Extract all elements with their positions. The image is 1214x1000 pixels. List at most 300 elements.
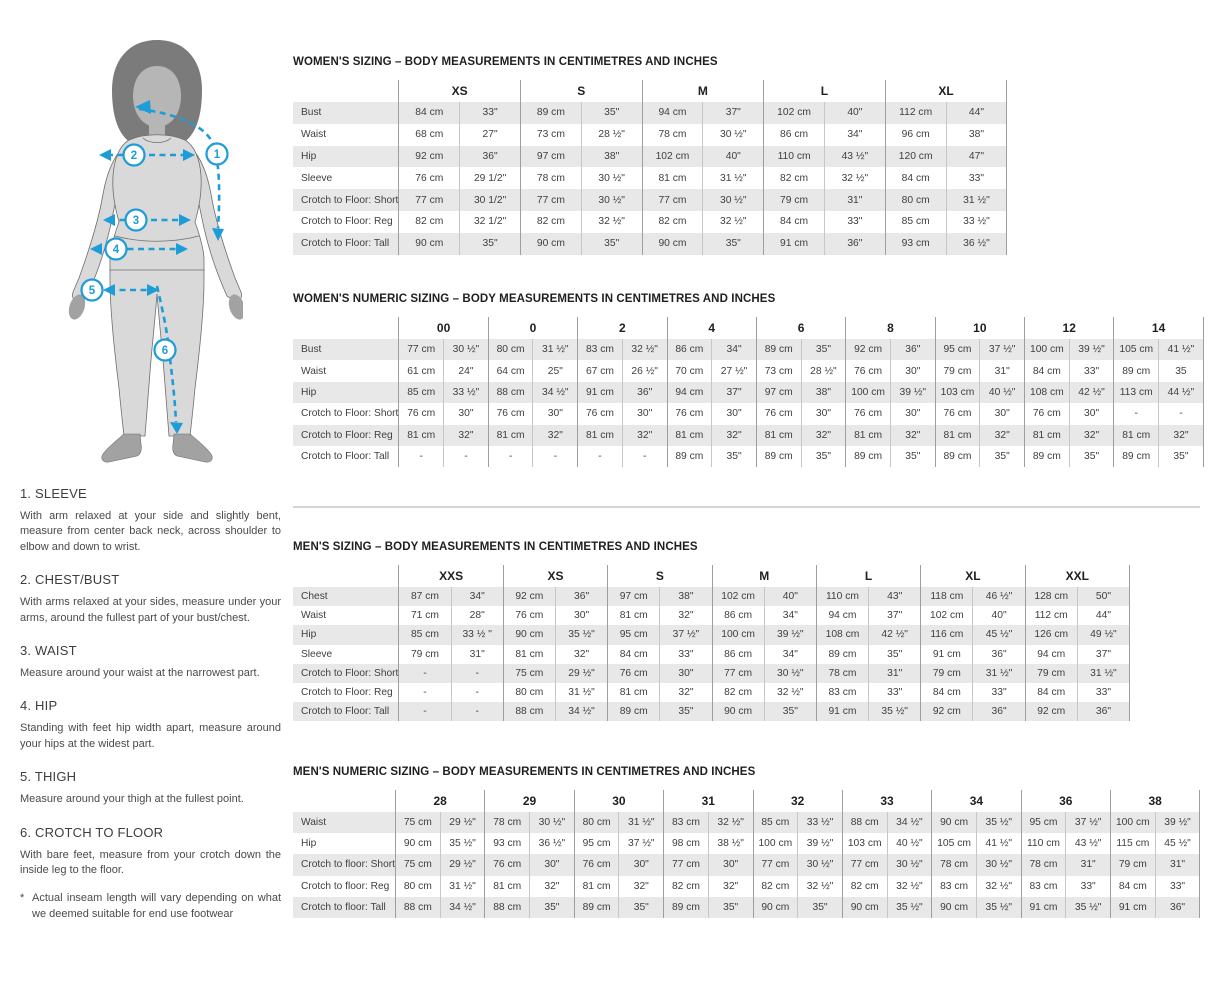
figure-face [133, 66, 181, 127]
inch-value: 38" [660, 587, 712, 606]
cm-value: 105 cm [932, 833, 977, 854]
inch-value: - [622, 446, 667, 467]
cm-value: 128 cm [1025, 587, 1077, 606]
cm-value: 92 cm [921, 702, 973, 721]
cm-value: 76 cm [574, 854, 619, 875]
cm-value: 94 cm [1025, 645, 1077, 664]
inch-value: 30" [1069, 403, 1114, 424]
inch-value: 35" [619, 897, 664, 918]
inch-value: 32 1/2" [460, 211, 521, 233]
cm-value: 84 cm [399, 102, 460, 124]
definition-text: Standing with feet hip width apart, measure around your hips at the widest part. [20, 722, 281, 750]
inch-value: 34" [764, 606, 816, 625]
cm-value: 79 cm [764, 189, 825, 211]
cm-value: 76 cm [399, 403, 444, 424]
body-measurement-figure [57, 30, 243, 466]
cm-value: 76 cm [608, 664, 660, 683]
definition-crotch-to-floor [20, 825, 281, 879]
inch-value: 32 ½" [764, 683, 816, 702]
marker-6-label: 6 [161, 345, 169, 358]
inch-value: 30 1/2" [460, 189, 521, 211]
cm-value: 81 cm [608, 683, 660, 702]
cm-value: 61 cm [399, 360, 444, 381]
cm-value: 88 cm [488, 382, 533, 403]
cm-value: 92 cm [1025, 702, 1077, 721]
cm-value: 113 cm [1114, 382, 1159, 403]
measurement-row [293, 446, 1203, 467]
cm-value: 82 cm [753, 876, 798, 897]
inch-value: 33" [946, 167, 1007, 189]
size-column-header: 2 [578, 317, 667, 339]
cm-value: 90 cm [642, 233, 703, 255]
cm-value: 78 cm [520, 167, 581, 189]
inch-value: 35" [530, 897, 575, 918]
inch-value: 35" [660, 702, 712, 721]
cm-value: 89 cm [1114, 446, 1159, 467]
inch-value: 38" [946, 124, 1007, 146]
inch-value: 35" [703, 233, 764, 255]
size-column-header: 31 [664, 790, 753, 812]
definition-text: With bare feet, measure from your crotch down the inside leg to the floor. [20, 848, 281, 876]
inch-value: 29 1/2" [460, 167, 521, 189]
inch-value: 35 ½" [976, 897, 1021, 918]
cm-value: 76 cm [503, 606, 555, 625]
inch-value: 31" [1066, 854, 1111, 875]
inch-value: 30" [890, 360, 935, 381]
marker-2-label: 2 [130, 150, 138, 163]
cm-value: 85 cm [399, 382, 444, 403]
inch-value: 35" [1159, 446, 1204, 467]
size-header-row [293, 317, 1203, 339]
cm-value: 105 cm [1114, 339, 1159, 360]
measurement-label: Crotch to Floor: Tall [301, 706, 390, 718]
definition-chest-bust [20, 572, 281, 626]
measurement-label: Waist [301, 129, 327, 141]
size-column-header: 33 [842, 790, 931, 812]
inch-value: 31 ½" [555, 683, 607, 702]
inch-value: 35" [581, 102, 642, 124]
cm-value: 89 cm [756, 446, 801, 467]
cm-value: 80 cm [488, 339, 533, 360]
inch-value: 40" [764, 587, 816, 606]
inch-value: - [451, 702, 503, 721]
cm-value: 102 cm [764, 102, 825, 124]
footnote-asterisk: * [20, 892, 25, 905]
cm-value: - [1114, 403, 1159, 424]
inch-value: 37" [712, 382, 757, 403]
inch-value: 30 ½" [444, 339, 489, 360]
cm-value: 91 cm [816, 702, 868, 721]
inch-value: 32" [712, 425, 757, 446]
cm-value: 83 cm [578, 339, 623, 360]
inch-value: 28 ½" [801, 360, 846, 381]
thigh-arrowhead-left [103, 284, 115, 296]
measurement-label: Crotch to Floor: Short [301, 194, 399, 206]
inch-value: 30" [619, 854, 664, 875]
inch-value: 36" [1155, 897, 1200, 918]
inch-value: 44" [1077, 606, 1129, 625]
cm-value: 82 cm [712, 683, 764, 702]
inch-value: 34" [764, 645, 816, 664]
inch-value: 31 ½" [946, 189, 1007, 211]
definition-heading: 1. SLEEVE [20, 486, 87, 501]
cm-value: 100 cm [1111, 812, 1156, 833]
measurement-row [293, 664, 1130, 683]
cm-value: 78 cm [932, 854, 977, 875]
cm-value: - [399, 446, 444, 467]
inch-value: 35" [581, 233, 642, 255]
size-column-header: L [764, 80, 886, 102]
inch-value: 39 ½" [798, 833, 843, 854]
measurement-row [293, 360, 1203, 381]
inch-value: 30" [622, 403, 667, 424]
inch-value: 43" [869, 587, 921, 606]
cm-value: 86 cm [764, 124, 825, 146]
cm-value: 81 cm [756, 425, 801, 446]
size-column-header: 38 [1111, 790, 1200, 812]
cm-value: 75 cm [396, 812, 441, 833]
inch-value: 39 ½" [1155, 812, 1200, 833]
cm-value: 83 cm [932, 876, 977, 897]
inch-value: 32 ½" [703, 211, 764, 233]
cm-value: 90 cm [399, 233, 460, 255]
inch-value: 35" [801, 446, 846, 467]
cm-value: 78 cm [485, 812, 530, 833]
cm-value: 96 cm [885, 124, 946, 146]
inch-value: 26 ½" [622, 360, 667, 381]
inch-value: 31 ½" [619, 812, 664, 833]
inch-value: 35" [1069, 446, 1114, 467]
inch-value: 50" [1077, 587, 1129, 606]
definition-heading: 5. THIGH [20, 769, 77, 785]
size-column-header: L [816, 565, 920, 587]
inch-value: 36" [890, 339, 935, 360]
cm-value: 115 cm [1111, 833, 1156, 854]
measurement-label: Crotch to Floor: Tall [301, 238, 390, 250]
inch-value: 42 ½" [1069, 382, 1114, 403]
measurement-label: Crotch to Floor: Short [301, 408, 399, 420]
inch-value: 33" [660, 645, 712, 664]
cm-value: 78 cm [1021, 854, 1066, 875]
inch-value: 30" [708, 854, 753, 875]
cm-value: 110 cm [764, 146, 825, 168]
size-column-header: M [712, 565, 816, 587]
measurement-row [293, 876, 1200, 897]
cm-value: 91 cm [1111, 897, 1156, 918]
cm-value: 90 cm [396, 833, 441, 854]
inch-value: 32" [660, 606, 712, 625]
measurement-row [293, 102, 1007, 124]
inch-value: 32" [801, 425, 846, 446]
size-header-row [293, 565, 1130, 587]
inch-value: 35" [708, 897, 753, 918]
cm-value: 91 cm [764, 233, 825, 255]
inch-value: - [451, 683, 503, 702]
inch-value: 36" [1077, 702, 1129, 721]
inch-value: 37" [1077, 645, 1129, 664]
inch-value: 35 ½" [887, 897, 932, 918]
measurement-label: Hip [301, 838, 317, 850]
cm-value: 94 cm [816, 606, 868, 625]
measurement-label: Hip [301, 386, 317, 398]
inch-value: 35" [890, 446, 935, 467]
definition-heading: 2. CHEST/BUST [20, 572, 120, 588]
inch-value: 49 ½" [1077, 625, 1129, 644]
cm-value: 97 cm [756, 382, 801, 403]
cm-value: 81 cm [578, 425, 623, 446]
cm-value: 76 cm [846, 403, 891, 424]
inch-value: 31" [451, 645, 503, 664]
cm-value: 97 cm [520, 146, 581, 168]
cm-value: 82 cm [842, 876, 887, 897]
measurement-label: Bust [301, 344, 322, 356]
size-column-header: 29 [485, 790, 574, 812]
cm-value: 89 cm [935, 446, 980, 467]
inch-value: - [444, 446, 489, 467]
cm-value: 100 cm [753, 833, 798, 854]
cm-value: 112 cm [885, 102, 946, 124]
cm-value: 78 cm [642, 124, 703, 146]
cm-value: 67 cm [578, 360, 623, 381]
cm-value: 87 cm [399, 587, 451, 606]
cm-value: 80 cm [503, 683, 555, 702]
size-column-header: S [520, 80, 642, 102]
definition-sleeve [20, 486, 281, 555]
inch-value: - [1159, 403, 1204, 424]
mens-numeric-sizing-table [293, 790, 1200, 918]
cm-value: 79 cm [921, 664, 973, 683]
size-column-header: M [642, 80, 764, 102]
cm-value: 77 cm [399, 189, 460, 211]
measurement-row [293, 645, 1130, 664]
inch-value: 32" [619, 876, 664, 897]
measurement-label: Sleeve [301, 648, 333, 660]
inch-value: 30 ½" [530, 812, 575, 833]
table-title: WOMEN'S SIZING – BODY MEASUREMENTS IN CENTIMETRES AND INCHES [293, 56, 718, 68]
cm-value: 90 cm [712, 702, 764, 721]
inch-value: 31 ½" [440, 876, 485, 897]
cm-value: 77 cm [520, 189, 581, 211]
cm-value: 79 cm [935, 360, 980, 381]
cm-value: 83 cm [664, 812, 709, 833]
inch-value: 36" [973, 702, 1025, 721]
figure-right-foot [173, 434, 213, 462]
cm-value: 93 cm [885, 233, 946, 255]
cm-value: 82 cm [520, 211, 581, 233]
cm-value: 92 cm [846, 339, 891, 360]
measurement-label: Hip [301, 150, 317, 162]
cm-value: 82 cm [664, 876, 709, 897]
inch-value: 27" [460, 124, 521, 146]
inch-value: 33" [460, 102, 521, 124]
inch-value: 31 ½" [1077, 664, 1129, 683]
cm-value: 108 cm [816, 625, 868, 644]
inch-value: 25" [533, 360, 578, 381]
inch-value: 30" [980, 403, 1025, 424]
inch-value: 36" [973, 645, 1025, 664]
inch-value: 36" [824, 233, 885, 255]
inch-value: 35" [869, 645, 921, 664]
inch-value: 35" [460, 233, 521, 255]
inch-value: 36" [460, 146, 521, 168]
definition-thigh [20, 769, 281, 807]
size-column-header: XL [885, 80, 1007, 102]
inch-value: 40 ½" [980, 382, 1025, 403]
measurement-label: Crotch to Floor: Reg [301, 429, 393, 441]
cm-value: 94 cm [667, 382, 712, 403]
cm-value: 93 cm [485, 833, 530, 854]
cm-value: 81 cm [399, 425, 444, 446]
size-column-header: 34 [932, 790, 1021, 812]
inch-value: 32" [708, 876, 753, 897]
definition-heading: 4. HIP [20, 698, 58, 714]
inch-value: 30" [712, 403, 757, 424]
marker-1-label: 1 [213, 149, 221, 162]
cm-value: 118 cm [921, 587, 973, 606]
cm-value: 91 cm [1021, 897, 1066, 918]
inch-value: 37 ½" [980, 339, 1025, 360]
inch-value: 30" [801, 403, 846, 424]
cm-value: 89 cm [608, 702, 660, 721]
inch-value: 32" [660, 683, 712, 702]
inch-value: 30" [444, 403, 489, 424]
footnote-text: Actual inseam length will vary depending on what we deemed suitable for end use footwear [32, 892, 281, 920]
cm-value: 88 cm [842, 812, 887, 833]
cm-value: 76 cm [756, 403, 801, 424]
definition-heading: 6. CROTCH TO FLOOR [20, 824, 164, 840]
cm-value: 84 cm [885, 167, 946, 189]
inch-value: 40" [973, 606, 1025, 625]
measurement-label: Waist [301, 610, 327, 622]
cm-value: 88 cm [396, 897, 441, 918]
size-column-header: 10 [935, 317, 1024, 339]
cm-value: 76 cm [488, 403, 533, 424]
measurement-row [293, 425, 1203, 446]
cm-value: 84 cm [608, 645, 660, 664]
cm-value: 80 cm [574, 812, 619, 833]
inch-value: 32 ½" [824, 167, 885, 189]
inch-value: 32" [1159, 425, 1204, 446]
inch-value: 32" [530, 876, 575, 897]
cm-value: 91 cm [921, 645, 973, 664]
inch-value: 38" [801, 382, 846, 403]
inch-value: 30" [533, 403, 578, 424]
cm-value: 80 cm [396, 876, 441, 897]
cm-value: 84 cm [1025, 360, 1070, 381]
measurement-label: Waist [301, 365, 327, 377]
inch-value: 44 ½" [1159, 382, 1204, 403]
size-column-header: 36 [1021, 790, 1110, 812]
figure-svg [57, 30, 243, 466]
row-label-header [293, 565, 399, 587]
measurement-row [293, 146, 1007, 168]
definition-text: Measure around your waist at the narrowest part. [20, 666, 260, 679]
size-column-header: 32 [753, 790, 842, 812]
inch-value: 31" [1155, 854, 1200, 875]
definition-heading: 3. WAIST [20, 642, 77, 658]
cm-value: 89 cm [816, 645, 868, 664]
cm-value: 86 cm [712, 645, 764, 664]
measurement-label: Bust [301, 107, 322, 119]
cm-value: 120 cm [885, 146, 946, 168]
cm-value: 100 cm [1025, 339, 1070, 360]
cm-value: 88 cm [485, 897, 530, 918]
inch-value: 32 ½" [622, 339, 667, 360]
inch-value: 31 ½" [973, 664, 1025, 683]
definition-waist [20, 643, 281, 681]
inch-value: 34" [824, 124, 885, 146]
inch-value: 32" [622, 425, 667, 446]
inch-value: 30" [530, 854, 575, 875]
cm-value: 77 cm [842, 854, 887, 875]
inch-value: 37 ½" [619, 833, 664, 854]
cm-value: 73 cm [520, 124, 581, 146]
inch-value: 39 ½" [1069, 339, 1114, 360]
size-column-header: XXS [399, 565, 503, 587]
inch-value: 32" [444, 425, 489, 446]
cm-value: 110 cm [1021, 833, 1066, 854]
measurement-row [293, 683, 1130, 702]
cm-value: 76 cm [1025, 403, 1070, 424]
inch-value: 45 ½" [1155, 833, 1200, 854]
inch-value: 37 ½" [1066, 812, 1111, 833]
cm-value: 77 cm [753, 854, 798, 875]
inch-value: 47" [946, 146, 1007, 168]
cm-value: 95 cm [1021, 812, 1066, 833]
cm-value: 83 cm [1021, 876, 1066, 897]
inch-value: 28" [451, 606, 503, 625]
inch-value: 35" [980, 446, 1025, 467]
inch-value: 37" [703, 102, 764, 124]
cm-value: 81 cm [503, 645, 555, 664]
size-column-header: XS [503, 565, 607, 587]
measurement-row [293, 124, 1007, 146]
inch-value: 43 ½" [1066, 833, 1111, 854]
cm-value: 88 cm [503, 702, 555, 721]
measurement-label: Hip [301, 629, 317, 641]
inch-value: 35 ½" [976, 812, 1021, 833]
inch-value: 32 ½" [581, 211, 642, 233]
bust-arrowhead-left [99, 149, 111, 161]
cm-value: 92 cm [399, 146, 460, 168]
size-column-header: XL [921, 565, 1025, 587]
cm-value: 102 cm [921, 606, 973, 625]
inseam-footnote [20, 891, 281, 922]
measurement-row [293, 897, 1200, 918]
cm-value: 95 cm [608, 625, 660, 644]
cm-value: 112 cm [1025, 606, 1077, 625]
inch-value: 30 ½" [581, 189, 642, 211]
inch-value: 31" [980, 360, 1025, 381]
inch-value: 30" [555, 606, 607, 625]
measurement-row [293, 339, 1203, 360]
size-column-header: 0 [488, 317, 577, 339]
cm-value: 110 cm [816, 587, 868, 606]
inch-value: 35" [801, 339, 846, 360]
inch-value: 38" [581, 146, 642, 168]
size-column-header: 6 [756, 317, 845, 339]
inch-value: 34" [712, 339, 757, 360]
inch-value: 34 ½" [533, 382, 578, 403]
cm-value: 90 cm [520, 233, 581, 255]
inch-value: 40" [703, 146, 764, 168]
inch-value: 33" [973, 683, 1025, 702]
mens-sizing-table [293, 565, 1130, 721]
measurement-row [293, 233, 1007, 255]
cm-value: 90 cm [753, 897, 798, 918]
measurement-row [293, 833, 1200, 854]
measurement-label: Waist [301, 817, 327, 829]
